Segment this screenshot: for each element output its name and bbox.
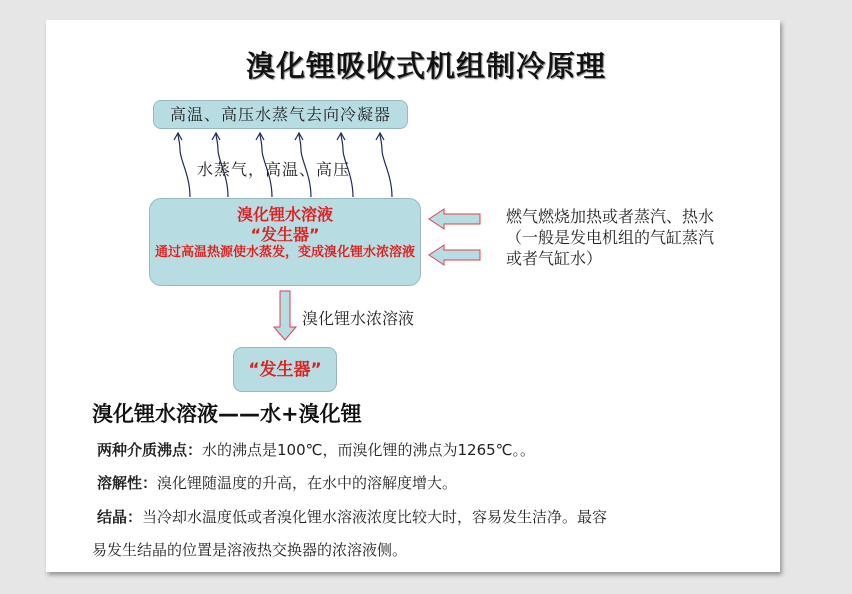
heat-source-text — [506, 206, 714, 269]
generator-line3: 通过高温热源使水蒸发，变成溴化锂水浓溶液 — [154, 245, 415, 260]
generator-box — [149, 198, 421, 286]
point-text: 溴化锂随温度的升高，在水中的溶解度增大。 — [157, 474, 458, 492]
section-heading: 溴化锂水溶液——水+溴化锂 — [92, 402, 362, 426]
heat-input-arrows-icon — [429, 209, 480, 265]
point-label: 两种介质沸点： — [97, 441, 203, 459]
point-boiling — [97, 439, 535, 460]
down-arrow-icon — [274, 291, 296, 340]
generator-line2: “发生器” — [250, 225, 320, 244]
slide-title: 溴化锂吸收式机组制冷原理 — [245, 49, 606, 83]
concentrate-label: 溴化锂水浓溶液 — [302, 309, 415, 328]
point-text: 当冷却水温度低或者溴化锂水溶液浓度比较大时，容易发生洁净。最容 — [142, 508, 608, 526]
vapor-label: 水蒸气，高温、高压 — [197, 160, 351, 179]
heat-source-line1: 燃气燃烧加热或者蒸汽、热水 — [506, 207, 715, 226]
point-crystallization — [97, 506, 607, 527]
condenser-destination-box: 高温、高压水蒸气去向冷凝器 — [153, 100, 408, 129]
point-text: 易发生结晶的位置是溶液热交换器的浓溶液侧。 — [92, 541, 408, 559]
generator-bottom-box: “发生器” — [233, 347, 337, 392]
point-label: 结晶： — [97, 508, 143, 526]
point-solubility — [97, 472, 457, 493]
heat-source-line2: （一般是发电机组的气缸蒸汽 — [506, 228, 715, 247]
heat-source-line3: 或者气缸水） — [506, 249, 603, 268]
point-label: 溶解性： — [97, 474, 158, 492]
point-crystallization-cont — [92, 539, 407, 560]
generator-line1: 溴化锂水溶液 — [236, 205, 333, 224]
point-text: 水的沸点是100℃，而溴化锂的沸点为1265℃。。 — [202, 441, 536, 459]
